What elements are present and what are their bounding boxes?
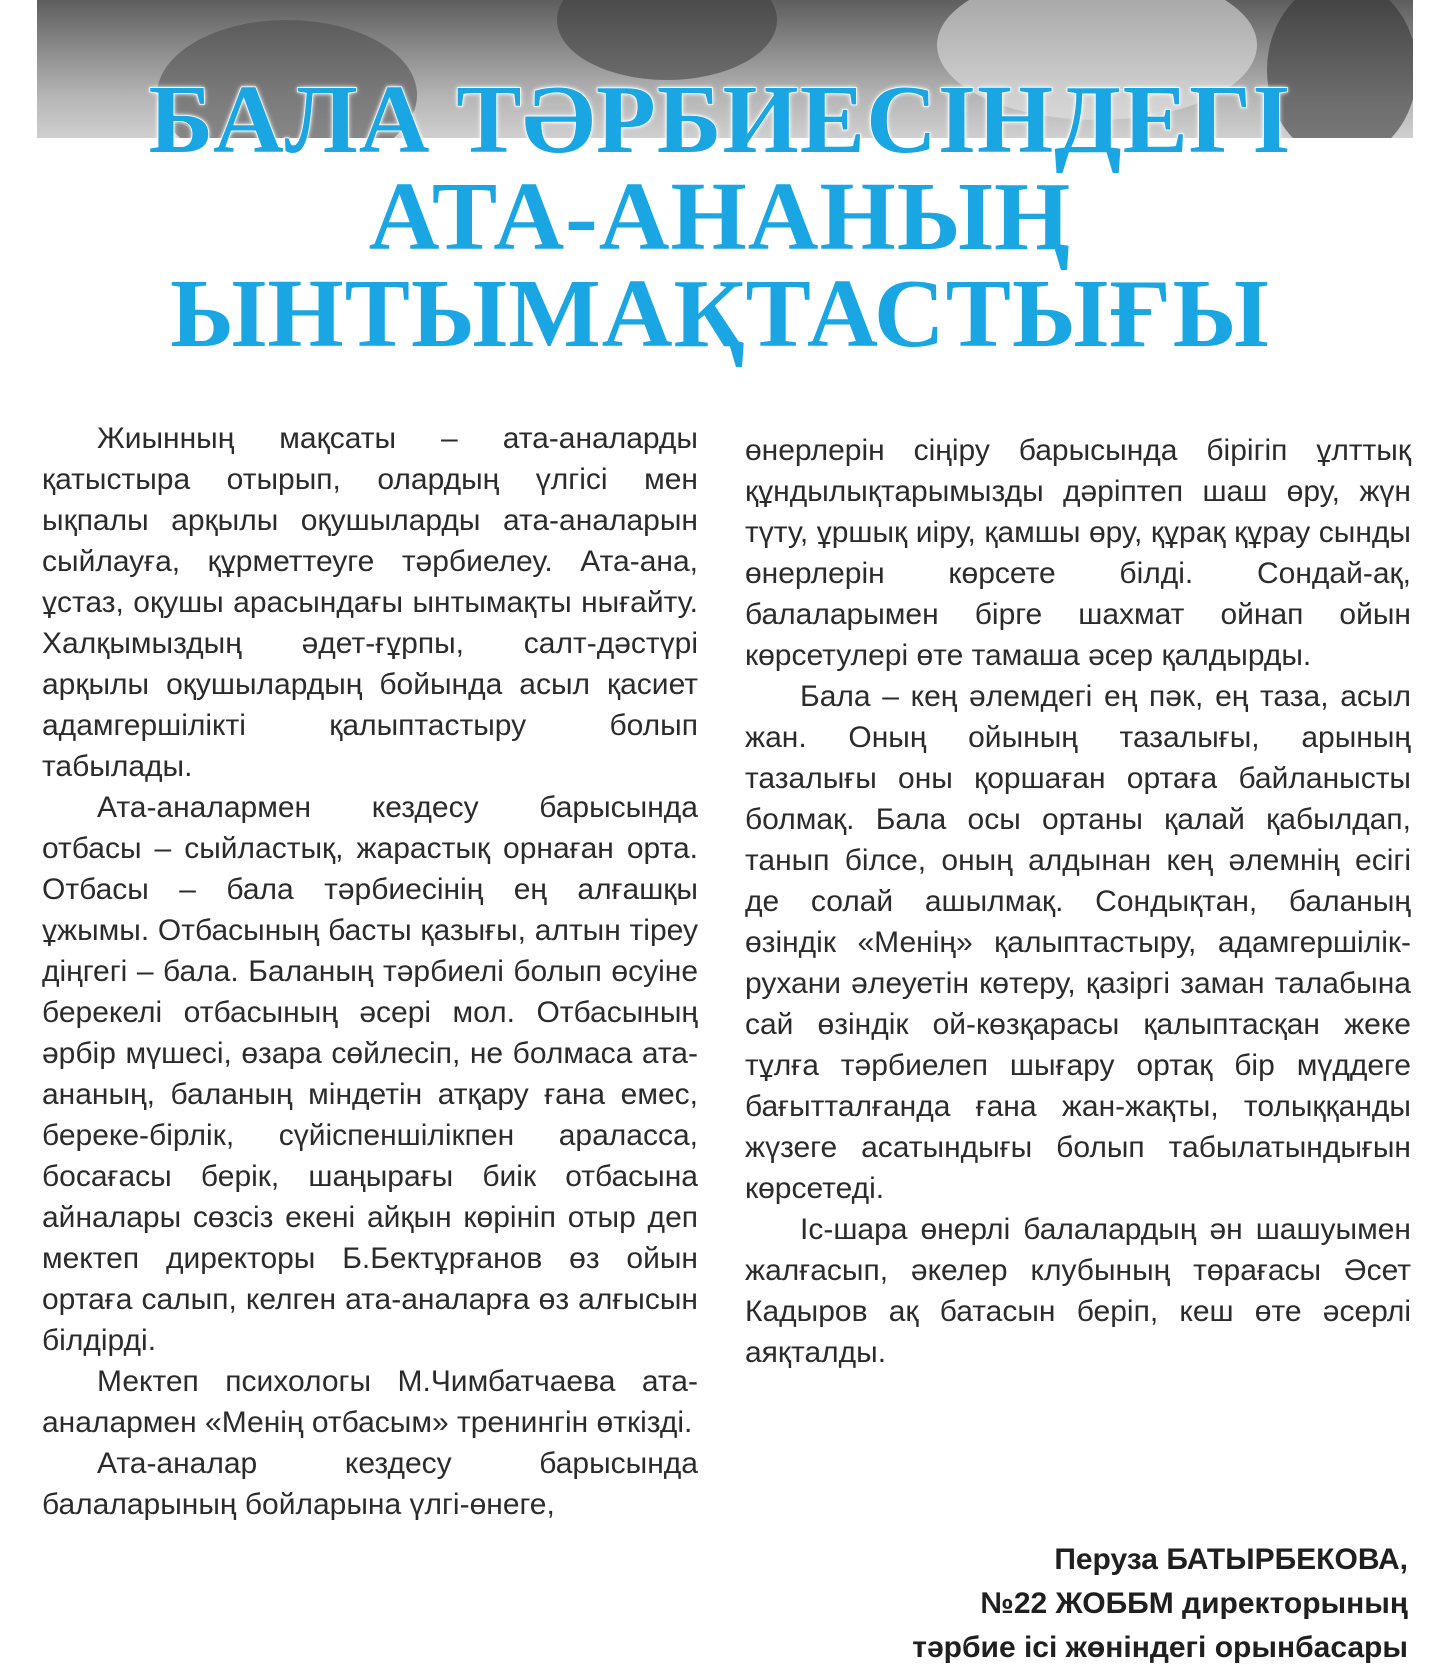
paragraph: Жиынның мақсаты – ата-аналарды қатыстыра отырып, олардың үлгісі мен ықпалы арқылы оқушыларды ата-аналарын сыйлауға, құрметтеуге тәрбиелеу. Ата-ана, ұстаз, оқушы арасындағы ынтымақты нығайту. Халқымыздың әдет-ғұрпы, салт-дәстүрі арқылы оқушылардың бойында асыл қасиет адамгершілікті қалыптастыру болып табылады.: [42, 422, 698, 783]
article-right-column: [745, 430, 1411, 1373]
headline-line-3: ЫНТЫМАҚТАСТЫҒЫ: [170, 260, 1270, 368]
paragraph: өнерлерін сіңіру барысында бірігіп ұлттық құндылықтарымызды дәріптеп шаш өру, жүн түту, ұршық иіру, қамшы өру, құрақ құрау сынды өнерлерін көрсете білді. Сондай-ақ, балаларымен бірге шахмат ойнап ойын көрсетулері өте тамаша әсер қалдырды.: [745, 434, 1411, 672]
headline-line-2: АТА-АНАНЫҢ: [368, 163, 1072, 271]
paragraph: Бала – кең әлемдегі ең пәк, ең таза, асыл жан. Оның ойының тазалығы, арының тазалығы оны қоршаған ортаға байланысты болмақ. Бала осы ортаны қалай қабылдап, танып білсе, оның алдынан кең әлемнің есігі де солай ашылмақ. Сондықтан, баланың өзіндік «Менің» қалыптастыру, адамгершілік-рухани әлеуетін көтеру, қазіргі заман талабына сай өзіндік ой-көзқарасы қалыптасқан жеке тұлға тәрбиелеп шығару ортақ бір мүддеге бағытталғанда ғана жан-жақты, толыққанды жүзеге асатындығы болып табылатындығын көрсетеді.: [745, 680, 1411, 1205]
author-position: тәрбие ісі жөніндегі орынбасары: [912, 1631, 1408, 1664]
paragraph: Ата-аналар кездесу барысында балаларының бойларына үлгі-өнеге,: [42, 1447, 698, 1521]
author-signature: [912, 1538, 1408, 1670]
paragraph: Мектеп психологы М.Чимбатчаева ата-аналармен «Менің отбасым» тренингін өткізді.: [42, 1365, 698, 1439]
paragraph: Іс-шара өнерлі балалардың ән шашуымен жалғасып, әкелер клубының төрағасы Әсет Кадыров ақ батасын беріп, кеш өте әсерлі аяқталды.: [745, 1213, 1411, 1369]
article-headline: [0, 66, 1440, 368]
article-left-column: [42, 418, 698, 1525]
author-position: №22 ЖОББМ директорының: [980, 1587, 1408, 1620]
author-name: Перуза БАТЫРБЕКОВА,: [1054, 1543, 1408, 1576]
paragraph: Ата-аналармен кездесу барысында отбасы – сыйластық, жарастық орнаған орта. Отбасы – бала тәрбиесінің ең алғашқы ұжымы. Отбасының басты қазығы, алтын тіреу діңгегі – бала. Баланың тәрбиелі болып өсуіне берекелі отбасының әсері мол. Отбасының әрбір мүшесі, өзара сөйлесіп, не болмаса ата-ананың, баланың міндетін атқару ғана емес, береке-бірлік, сүйіспеншілікпен араласса, босағасы берік, шаңырағы биік отбасына айналары сөзсіз екені айқын көрініп отыр деп мектеп директоры Б.Бектұрғанов өз ойын ортаға салып, келген ата-аналарға өз алғысын білдірді.: [42, 791, 698, 1357]
headline-line-1: БАЛА ТӘРБИЕСІНДЕГІ: [148, 66, 1292, 174]
